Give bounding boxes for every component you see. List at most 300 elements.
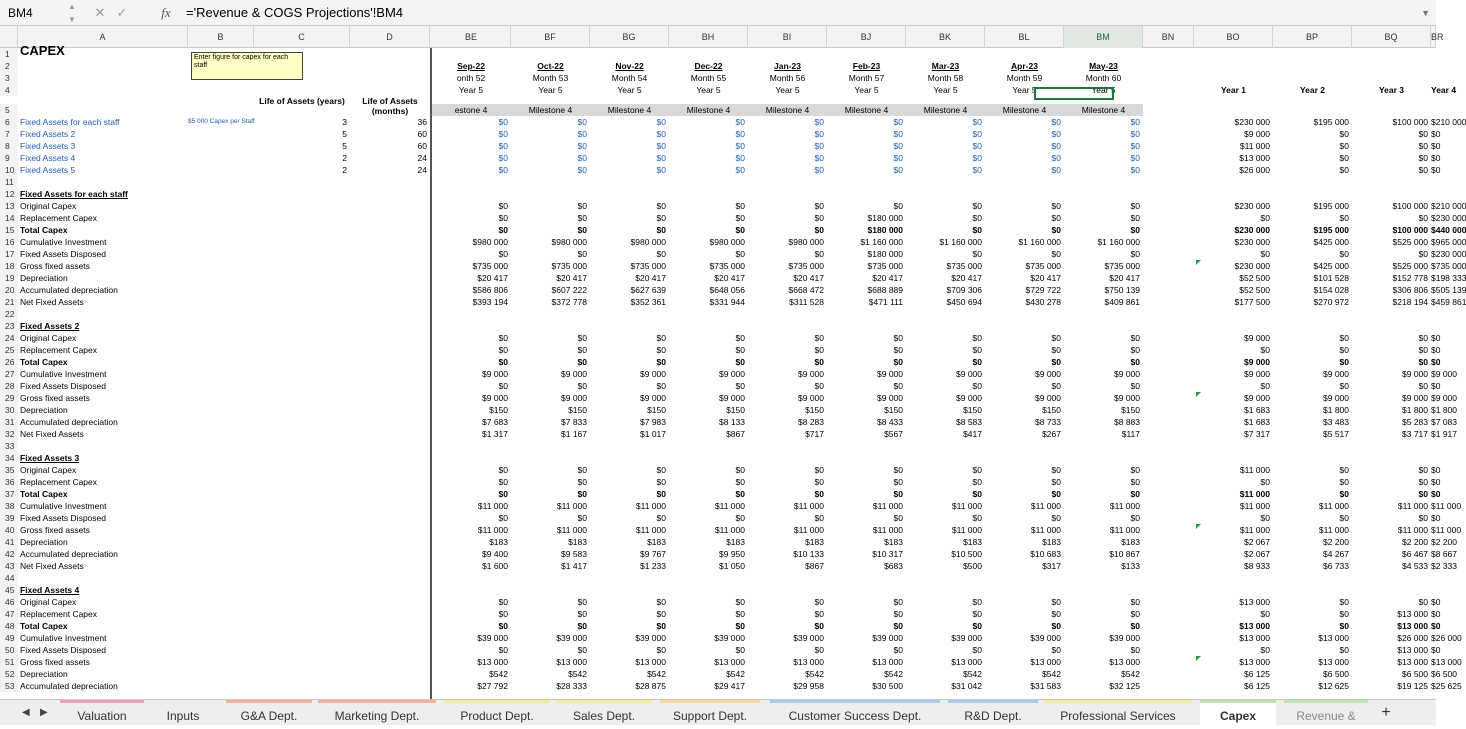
- row-number[interactable]: 38: [0, 500, 18, 512]
- year-value[interactable]: $1 917: [1431, 429, 1457, 439]
- month-value[interactable]: $29 417: [714, 681, 745, 691]
- column-header-bf[interactable]: BF: [511, 26, 590, 48]
- row-label[interactable]: Fixed Assets Disposed: [20, 513, 106, 523]
- month-value[interactable]: $0: [1051, 153, 1061, 163]
- life-months-header[interactable]: Life of Assets (months): [362, 96, 418, 116]
- row-number[interactable]: 32: [0, 428, 18, 440]
- row-number[interactable]: 20: [0, 284, 18, 296]
- year-value[interactable]: $101 528: [1313, 273, 1349, 283]
- month-value[interactable]: $0: [498, 333, 508, 343]
- year-value[interactable]: $0: [1418, 477, 1428, 487]
- month-value[interactable]: $0: [498, 129, 508, 139]
- row-label[interactable]: Fixed Assets 2: [20, 129, 76, 139]
- month-value[interactable]: $0: [814, 465, 824, 475]
- function-icon[interactable]: fx: [161, 5, 171, 20]
- year-value[interactable]: $11 000: [1239, 141, 1270, 151]
- month-value[interactable]: $0: [498, 621, 508, 631]
- row-label[interactable]: Cumulative Investment: [20, 633, 107, 643]
- month-value[interactable]: $0: [656, 201, 666, 211]
- month-value[interactable]: $0: [893, 465, 903, 475]
- month-header[interactable]: Mar-23: [931, 61, 960, 71]
- life-years-value[interactable]: 2: [342, 165, 347, 175]
- row-number[interactable]: 1: [0, 48, 18, 60]
- row-number[interactable]: 3: [0, 72, 18, 84]
- month-value[interactable]: $11 000: [1109, 525, 1140, 535]
- month-header[interactable]: Apr-23: [1011, 61, 1038, 71]
- month-value[interactable]: $11 000: [714, 525, 745, 535]
- month-value[interactable]: $1 017: [640, 429, 666, 439]
- year-value[interactable]: $210 000: [1431, 117, 1466, 127]
- month-value[interactable]: $10 500: [951, 549, 982, 559]
- month-value[interactable]: $586 806: [472, 285, 508, 295]
- month-value[interactable]: $0: [735, 381, 745, 391]
- month-value[interactable]: $32 125: [1109, 681, 1140, 691]
- month-value[interactable]: $183: [1042, 537, 1061, 547]
- month-value[interactable]: $0: [814, 513, 824, 523]
- row-number[interactable]: 46: [0, 596, 18, 608]
- year-value[interactable]: $0: [1260, 477, 1270, 487]
- month-value[interactable]: $8 133: [719, 417, 745, 427]
- row-label[interactable]: Total Capex: [20, 621, 68, 631]
- year-value[interactable]: $0: [1260, 381, 1270, 391]
- month-value[interactable]: $0: [814, 153, 824, 163]
- month-value[interactable]: $0: [498, 645, 508, 655]
- expand-formula-icon[interactable]: ▼: [1421, 8, 1430, 18]
- row-number[interactable]: 45: [0, 584, 18, 596]
- row-label[interactable]: Fixed Assets Disposed: [20, 381, 106, 391]
- year-value[interactable]: $0: [1339, 141, 1349, 151]
- year-value[interactable]: $8 933: [1244, 561, 1270, 571]
- year-value[interactable]: $11 000: [1318, 501, 1349, 511]
- month-value[interactable]: $0: [577, 345, 587, 355]
- month-value[interactable]: $735 000: [867, 261, 903, 271]
- month-value[interactable]: $11 000: [951, 525, 982, 535]
- row-number[interactable]: 31: [0, 416, 18, 428]
- month-value[interactable]: $0: [893, 129, 903, 139]
- row-label[interactable]: Depreciation: [20, 273, 68, 283]
- month-number[interactable]: Month 59: [1006, 73, 1043, 83]
- month-value[interactable]: $450 694: [946, 297, 982, 307]
- year-value[interactable]: $0: [1339, 609, 1349, 619]
- row-number[interactable]: 50: [0, 644, 18, 656]
- month-value[interactable]: $0: [735, 513, 745, 523]
- sheet-tab-sales-dept[interactable]: Sales Dept.: [556, 700, 652, 726]
- column-header-bo[interactable]: BO: [1194, 26, 1273, 48]
- month-value[interactable]: $0: [1130, 609, 1140, 619]
- month-value[interactable]: $9 000: [798, 369, 824, 379]
- year-value[interactable]: $2 067: [1244, 537, 1270, 547]
- month-value[interactable]: $29 958: [793, 681, 824, 691]
- month-value[interactable]: $735 000: [472, 261, 508, 271]
- year-value[interactable]: $6 467: [1402, 549, 1428, 559]
- life-years-value[interactable]: 5: [342, 141, 347, 151]
- month-value[interactable]: $11 000: [872, 525, 903, 535]
- year-value[interactable]: $1 800: [1323, 405, 1349, 415]
- month-value[interactable]: $0: [814, 345, 824, 355]
- year-value[interactable]: $210 000: [1431, 201, 1466, 211]
- month-value[interactable]: $7 683: [482, 417, 508, 427]
- year-value[interactable]: $9 000: [1244, 333, 1270, 343]
- month-value[interactable]: $183: [805, 537, 824, 547]
- month-value[interactable]: $9 000: [956, 369, 982, 379]
- month-value[interactable]: $0: [1130, 213, 1140, 223]
- row-number[interactable]: 26: [0, 356, 18, 368]
- life-years-value[interactable]: 2: [342, 153, 347, 163]
- month-value[interactable]: $0: [972, 645, 982, 655]
- frozen-pane-divider[interactable]: [430, 48, 432, 699]
- row-number[interactable]: 10: [0, 164, 18, 176]
- month-value[interactable]: $183: [963, 537, 982, 547]
- month-value[interactable]: $0: [893, 345, 903, 355]
- year-value[interactable]: $0: [1418, 141, 1428, 151]
- month-value[interactable]: $0: [972, 333, 982, 343]
- month-value[interactable]: $9 000: [1114, 393, 1140, 403]
- year-header[interactable]: Year 2: [1299, 85, 1326, 95]
- month-value[interactable]: $0: [498, 165, 508, 175]
- month-value[interactable]: $0: [972, 117, 982, 127]
- year-value[interactable]: $13 000: [1239, 657, 1270, 667]
- month-value[interactable]: $9 950: [719, 549, 745, 559]
- year-value[interactable]: $11 000: [1239, 501, 1270, 511]
- month-value[interactable]: $11 000: [1030, 525, 1061, 535]
- month-header[interactable]: Dec-22: [694, 61, 723, 71]
- row-label[interactable]: Replacement Capex: [20, 345, 98, 355]
- month-value[interactable]: $10 867: [1109, 549, 1140, 559]
- month-value[interactable]: $0: [656, 117, 666, 127]
- year-value[interactable]: $0: [1339, 489, 1349, 499]
- year-value[interactable]: $0: [1431, 141, 1441, 151]
- month-value[interactable]: $0: [498, 225, 508, 235]
- year-label[interactable]: Year 5: [933, 85, 958, 95]
- month-value[interactable]: $542: [884, 669, 903, 679]
- year-value[interactable]: $11 000: [1431, 525, 1462, 535]
- capex-per-staff[interactable]: $5 000 Capex per Staff: [188, 118, 255, 125]
- add-sheet-button[interactable]: +: [1381, 704, 1391, 721]
- year-value[interactable]: $9 000: [1323, 369, 1349, 379]
- month-value[interactable]: $0: [735, 141, 745, 151]
- month-value[interactable]: $183: [647, 537, 666, 547]
- month-value[interactable]: $39 000: [872, 633, 903, 643]
- row-number[interactable]: 17: [0, 248, 18, 260]
- month-value[interactable]: $0: [1051, 645, 1061, 655]
- row-label[interactable]: Original Capex: [20, 597, 77, 607]
- month-value[interactable]: $13 000: [556, 657, 587, 667]
- year-value[interactable]: $1 800: [1431, 405, 1457, 415]
- month-value[interactable]: $150: [489, 405, 508, 415]
- year-value[interactable]: $2 333: [1431, 561, 1457, 571]
- year-value[interactable]: $2 200: [1431, 537, 1457, 547]
- month-value[interactable]: $1 167: [561, 429, 587, 439]
- month-value[interactable]: $9 000: [877, 369, 903, 379]
- name-box-stepper-icon[interactable]: ▲ ▼: [68, 2, 76, 24]
- milestone-label[interactable]: Milestone 4: [985, 104, 1064, 116]
- row-label[interactable]: Replacement Capex: [20, 609, 98, 619]
- month-value[interactable]: $11 000: [477, 525, 508, 535]
- year-value[interactable]: $0: [1431, 621, 1441, 631]
- column-header-a[interactable]: A: [18, 26, 188, 48]
- month-value[interactable]: $0: [814, 141, 824, 151]
- column-header-bh[interactable]: BH: [669, 26, 748, 48]
- year-header[interactable]: Year 3: [1378, 85, 1405, 95]
- month-value[interactable]: $27 792: [477, 681, 508, 691]
- month-value[interactable]: $735 000: [630, 261, 666, 271]
- month-value[interactable]: $31 042: [951, 681, 982, 691]
- row-label[interactable]: Depreciation: [20, 669, 68, 679]
- row-label[interactable]: Fixed Assets 2: [20, 321, 80, 331]
- row-number[interactable]: 13: [0, 200, 18, 212]
- month-value[interactable]: $0: [1130, 597, 1140, 607]
- month-value[interactable]: $0: [656, 645, 666, 655]
- row-number[interactable]: 4: [0, 84, 18, 96]
- name-box[interactable]: BM4: [8, 6, 33, 20]
- row-number[interactable]: 9: [0, 152, 18, 164]
- month-value[interactable]: $0: [814, 621, 824, 631]
- month-value[interactable]: $0: [577, 597, 587, 607]
- month-value[interactable]: $980 000: [788, 237, 824, 247]
- month-value[interactable]: $0: [498, 153, 508, 163]
- month-value[interactable]: $0: [1051, 225, 1061, 235]
- month-value[interactable]: $0: [1051, 213, 1061, 223]
- month-value[interactable]: $0: [893, 621, 903, 631]
- month-value[interactable]: $0: [498, 465, 508, 475]
- month-value[interactable]: $0: [577, 381, 587, 391]
- month-value[interactable]: $13 000: [1109, 657, 1140, 667]
- year-value[interactable]: $270 972: [1313, 297, 1349, 307]
- month-value[interactable]: $0: [972, 477, 982, 487]
- column-header-c[interactable]: C: [254, 26, 350, 48]
- month-value[interactable]: $0: [893, 597, 903, 607]
- month-value[interactable]: $352 361: [630, 297, 666, 307]
- month-value[interactable]: $20 417: [1109, 273, 1140, 283]
- year-value[interactable]: $0: [1418, 597, 1428, 607]
- row-number[interactable]: 36: [0, 476, 18, 488]
- month-value[interactable]: $0: [1130, 621, 1140, 631]
- month-value[interactable]: $0: [498, 141, 508, 151]
- row-number[interactable]: 14: [0, 212, 18, 224]
- year-value[interactable]: $9 000: [1323, 393, 1349, 403]
- year-value[interactable]: $0: [1339, 357, 1349, 367]
- year-value[interactable]: $0: [1431, 165, 1441, 175]
- life-years-header[interactable]: Life of Assets (years): [259, 96, 345, 106]
- month-value[interactable]: $0: [1130, 345, 1140, 355]
- month-value[interactable]: $8 883: [1114, 417, 1140, 427]
- year-value[interactable]: $0: [1339, 621, 1349, 631]
- month-value[interactable]: $0: [893, 165, 903, 175]
- month-value[interactable]: $7 983: [640, 417, 666, 427]
- month-value[interactable]: $0: [656, 381, 666, 391]
- month-value[interactable]: $0: [1130, 465, 1140, 475]
- month-value[interactable]: $180 000: [867, 213, 903, 223]
- month-value[interactable]: $11 000: [872, 501, 903, 511]
- month-header[interactable]: Jan-23: [774, 61, 801, 71]
- month-value[interactable]: $0: [972, 357, 982, 367]
- month-value[interactable]: $567: [884, 429, 903, 439]
- month-value[interactable]: $0: [656, 129, 666, 139]
- month-value[interactable]: $0: [577, 165, 587, 175]
- month-value[interactable]: $0: [735, 117, 745, 127]
- month-value[interactable]: $150: [805, 405, 824, 415]
- year-value[interactable]: $0: [1431, 129, 1441, 139]
- column-header-bp[interactable]: BP: [1273, 26, 1352, 48]
- month-value[interactable]: $0: [735, 153, 745, 163]
- row-number[interactable]: 29: [0, 392, 18, 404]
- year-value[interactable]: $0: [1431, 489, 1441, 499]
- row-label[interactable]: Replacement Capex: [20, 213, 98, 223]
- month-value[interactable]: $0: [735, 213, 745, 223]
- month-value[interactable]: $11 000: [1109, 501, 1140, 511]
- year-label[interactable]: Year 5: [617, 85, 642, 95]
- month-value[interactable]: $150: [647, 405, 666, 415]
- month-value[interactable]: $0: [577, 129, 587, 139]
- month-number[interactable]: Month 56: [769, 73, 806, 83]
- row-number[interactable]: 23: [0, 320, 18, 332]
- year-value[interactable]: $1 683: [1244, 405, 1270, 415]
- life-months-value[interactable]: 60: [417, 141, 427, 151]
- month-value[interactable]: $0: [972, 621, 982, 631]
- month-value[interactable]: $11 000: [1030, 501, 1061, 511]
- row-number[interactable]: 15: [0, 224, 18, 236]
- column-header-bj[interactable]: BJ: [827, 26, 906, 48]
- row-label[interactable]: Fixed Assets Disposed: [20, 645, 106, 655]
- month-value[interactable]: $0: [656, 249, 666, 259]
- year-value[interactable]: $0: [1431, 645, 1441, 655]
- month-number[interactable]: Month 54: [611, 73, 648, 83]
- year-value[interactable]: $100 000: [1392, 201, 1428, 211]
- year-value[interactable]: $0: [1418, 129, 1428, 139]
- row-label[interactable]: Net Fixed Assets: [20, 297, 84, 307]
- sheet-tab-valuation[interactable]: Valuation: [60, 700, 144, 726]
- row-label[interactable]: Fixed Assets 5: [20, 165, 76, 175]
- month-value[interactable]: $20 417: [635, 273, 666, 283]
- month-value[interactable]: $9 000: [719, 393, 745, 403]
- year-value[interactable]: $425 000: [1313, 261, 1349, 271]
- month-value[interactable]: $0: [814, 597, 824, 607]
- month-value[interactable]: $311 528: [789, 297, 824, 307]
- month-value[interactable]: $0: [1130, 117, 1140, 127]
- year-value[interactable]: $8 667: [1431, 549, 1457, 559]
- month-value[interactable]: $331 944: [709, 297, 745, 307]
- row-label[interactable]: Cumulative Investment: [20, 369, 107, 379]
- month-value[interactable]: $0: [735, 645, 745, 655]
- month-value[interactable]: $0: [814, 381, 824, 391]
- month-value[interactable]: $980 000: [551, 237, 587, 247]
- month-value[interactable]: $471 111: [868, 297, 903, 307]
- month-value[interactable]: $9 000: [561, 393, 587, 403]
- month-value[interactable]: $688 889: [867, 285, 903, 295]
- month-value[interactable]: $0: [1051, 201, 1061, 211]
- month-value[interactable]: $11 000: [556, 525, 587, 535]
- row-label[interactable]: Depreciation: [20, 537, 68, 547]
- life-years-value[interactable]: 5: [342, 129, 347, 139]
- month-value[interactable]: $8 733: [1035, 417, 1061, 427]
- row-number[interactable]: 8: [0, 140, 18, 152]
- month-value[interactable]: $9 000: [956, 393, 982, 403]
- month-value[interactable]: $542: [568, 669, 587, 679]
- row-label[interactable]: Replacement Capex: [20, 477, 98, 487]
- year-value[interactable]: $965 000: [1431, 237, 1466, 247]
- month-value[interactable]: $668 472: [788, 285, 824, 295]
- year-value[interactable]: $13 000: [1239, 597, 1270, 607]
- month-value[interactable]: $0: [1051, 249, 1061, 259]
- month-value[interactable]: $20 417: [556, 273, 587, 283]
- month-value[interactable]: $13 000: [477, 657, 508, 667]
- row-label[interactable]: Fixed Assets 3: [20, 141, 76, 151]
- year-value[interactable]: $3 483: [1323, 417, 1349, 427]
- month-value[interactable]: $0: [577, 609, 587, 619]
- year-value[interactable]: $230 000: [1234, 261, 1270, 271]
- month-value[interactable]: $28 333: [556, 681, 587, 691]
- year-value[interactable]: $0: [1418, 165, 1428, 175]
- month-value[interactable]: $0: [1051, 489, 1061, 499]
- year-value[interactable]: $218 194: [1392, 297, 1428, 307]
- life-months-value[interactable]: 36: [417, 117, 427, 127]
- month-value[interactable]: $542: [647, 669, 666, 679]
- month-value[interactable]: $0: [972, 489, 982, 499]
- year-value[interactable]: $0: [1339, 345, 1349, 355]
- month-value[interactable]: $0: [656, 153, 666, 163]
- year-label[interactable]: Year 5: [696, 85, 721, 95]
- month-value[interactable]: $683: [884, 561, 903, 571]
- month-value[interactable]: $9 000: [1114, 369, 1140, 379]
- year-value[interactable]: $0: [1418, 357, 1428, 367]
- month-value[interactable]: $1 050: [719, 561, 745, 571]
- month-value[interactable]: $0: [893, 333, 903, 343]
- year-value[interactable]: $9 000: [1244, 357, 1270, 367]
- year-value[interactable]: $230 000: [1431, 249, 1466, 259]
- month-value[interactable]: $735 000: [709, 261, 745, 271]
- month-value[interactable]: $10 133: [793, 549, 824, 559]
- month-value[interactable]: $0: [498, 249, 508, 259]
- row-label[interactable]: Fixed Assets 4: [20, 585, 80, 595]
- month-value[interactable]: $0: [498, 117, 508, 127]
- month-value[interactable]: $0: [893, 381, 903, 391]
- year-value[interactable]: $0: [1418, 213, 1428, 223]
- column-header-d[interactable]: D: [350, 26, 430, 48]
- month-value[interactable]: $20 417: [872, 273, 903, 283]
- year-value[interactable]: $5 517: [1323, 429, 1349, 439]
- row-label[interactable]: Accumulated depreciation: [20, 285, 118, 295]
- month-value[interactable]: $0: [814, 249, 824, 259]
- month-value[interactable]: $393 194: [472, 297, 508, 307]
- month-value[interactable]: $183: [568, 537, 587, 547]
- year-value[interactable]: $0: [1339, 597, 1349, 607]
- month-value[interactable]: $0: [1051, 609, 1061, 619]
- year-value[interactable]: $230 000: [1234, 225, 1270, 235]
- year-value[interactable]: $0: [1339, 129, 1349, 139]
- year-value[interactable]: $0: [1431, 609, 1441, 619]
- month-value[interactable]: $0: [893, 489, 903, 499]
- month-value[interactable]: $9 000: [640, 369, 666, 379]
- year-value[interactable]: $4 267: [1323, 549, 1349, 559]
- year-value[interactable]: $13 000: [1239, 633, 1270, 643]
- year-value[interactable]: $1 683: [1244, 417, 1270, 427]
- year-value[interactable]: $13 000: [1318, 633, 1349, 643]
- input-note-cell[interactable]: Enter figure for capex for each staff: [191, 52, 303, 80]
- year-value[interactable]: $4 533: [1402, 561, 1428, 571]
- month-value[interactable]: $0: [498, 381, 508, 391]
- month-value[interactable]: $0: [1130, 477, 1140, 487]
- month-value[interactable]: $0: [972, 165, 982, 175]
- row-number[interactable]: 2: [0, 60, 18, 72]
- row-label[interactable]: Gross fixed assets: [20, 657, 90, 667]
- year-value[interactable]: $425 000: [1313, 237, 1349, 247]
- year-value[interactable]: $0: [1431, 513, 1441, 523]
- year-label[interactable]: Year 5: [1091, 85, 1116, 95]
- month-value[interactable]: $648 056: [709, 285, 745, 295]
- year-value[interactable]: $9 000: [1244, 369, 1270, 379]
- month-value[interactable]: $0: [972, 513, 982, 523]
- sheet-tab-customer-success-dept[interactable]: Customer Success Dept.: [770, 700, 940, 726]
